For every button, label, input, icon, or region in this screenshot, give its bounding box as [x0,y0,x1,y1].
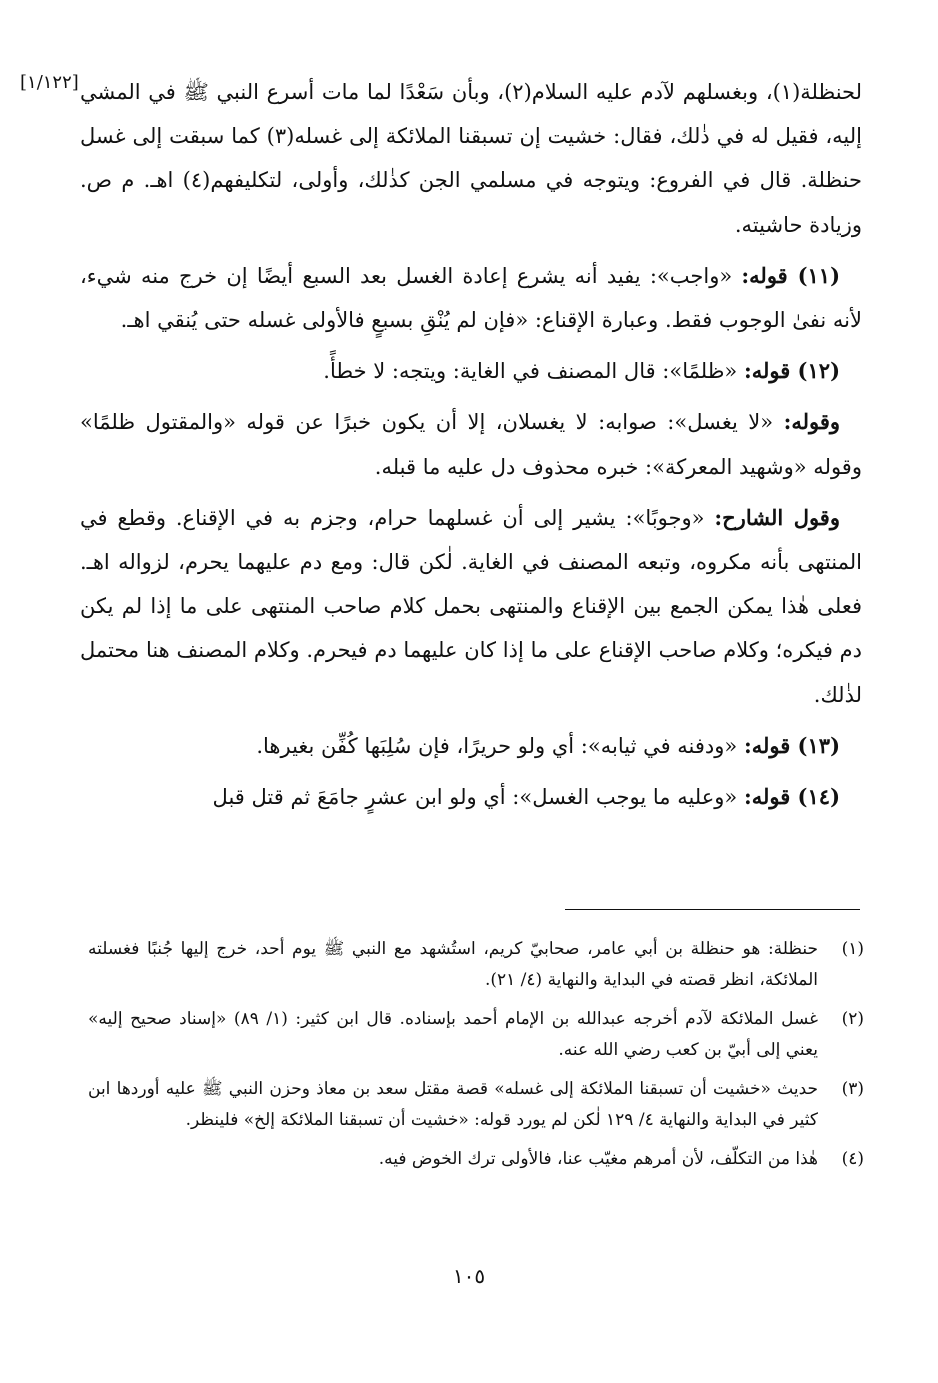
paragraph-lead: وقول الشارح: [714,504,840,530]
paragraph-lead: وقوله: [783,409,840,435]
paragraph [80,70,862,247]
paragraph-text: «لا يغسل»: صوابه: لا يغسلان، إلا أن يكون خبرًا عن قوله «والمقتول ظلمًا» وقوله «وشهيد المعركة»: خبره محذوف دل عليه ما قبله. [80,410,862,479]
footnote-text: حنظلة: هو حنظلة بن أبي عامر، صحابيّ كريم، استُشهد مع النبي ﷺ يوم أحد، خرج إليها جُنبًا فغسلته الملائكة، انظر قصته في البداية والنهاية (٤/ ٢١). [88,939,818,990]
paragraph-lead: (١٢) قوله: [743,358,840,384]
footnote-number: (٤) [841,1149,864,1169]
footnote-number: (٣) [841,1079,864,1099]
paragraph-text: «واجب»: يفيد أنه يشرع إعادة الغسل بعد السبع أيضًا إن خرج منه شيء، لأنه نفىٰ الوجوب فقط. وعبارة الإقناع: «فإن لم يُنْقِ بسبعٍ فالأولى غسله حتى يُنقي اهـ. [80,263,862,333]
paragraph [80,496,862,717]
footnote-divider [565,909,860,910]
paragraph-lead: (١٣) قوله: [743,732,840,758]
footnote-text: غسل الملائكة لآدم أخرجه عبدالله بن الإمام أحمد بإسناده. قال ابن كثير: (١/ ٨٩) «إسناد صحيح إليه» يعني إلى أبيّ بن كعب رضي الله عنه. [88,1009,818,1060]
footnote [88,1144,864,1175]
footnote [88,1074,864,1136]
paragraph [80,775,862,819]
paragraph [80,349,862,393]
footnotes [88,934,864,1183]
paragraph [80,724,862,768]
paragraph-text: «وعليه ما يوجب الغسل»: أي ولو ابن عشرٍ جامَعَ ثم قتل قبل [212,785,744,810]
paragraph-text: «وجوبًا»: يشير إلى أن غسلهما حرام، وجزم به في الإقناع. وقطع في المنتهى بأنه مكروه، وتبعه المصنف في الغاية. لٰكن قال: ومع دم عليهما يحرم، لزواله اهـ. فعلى هٰذا يمكن الجمع بين الإقناع والمنتهى بحمل كلام صاحب المنتهى على ما إذا لم يكن دم فيكره؛ وكلام صاحب الإقناع على ما إذا كان عليهما دم فيحرم. وكلام المصنف هنا محتمل لذٰلك. [80,505,862,707]
page-number: ١٠٥ [452,1264,486,1288]
footnote-text: هٰذا من التكلّف، لأن أمرهم مغيّب عنا، فالأولى ترك الخوض فيه. [378,1149,818,1169]
margin-reference: [١/١٢٢] [20,72,79,93]
footnote-number: (١) [841,939,864,959]
footnote-number: (٢) [841,1009,864,1029]
paragraph [80,400,862,488]
paragraph-lead: (١٤) قوله: [743,784,840,810]
paragraph-text: «ظلمًا»: قال المصنف في الغاية: ويتجه: لا خطأً. [323,359,744,384]
paragraph-text: لحنظلة(١)، وبغسلهم لآدم عليه السلام(٢)، وبأن سَعْدًا لما مات أسرع النبي ﷺ في المشي إليه، فقيل له في ذٰلك، فقال: خشيت إن تسبقنا الملائكة إلى غسله(٣) كما سبقت إلى غسل حنظلة. قال في الفروع: ويتوجه في مسلمي الجن كذٰلك، وأولى، لتكليفهم(٤) اهـ. م ص. وزيادة حاشيته. [80,80,863,237]
footnote [88,1004,864,1066]
paragraph [80,254,862,342]
footnote [88,934,864,996]
main-text [80,70,862,826]
paragraph-text: «ودفنه في ثيابه»: أي ولو حريرًا، فإن سُلِبَها كُفِّن بغيرها. [256,733,744,758]
footnote-text: حديث «خشيت أن تسبقنا الملائكة إلى غسله» قصة مقتل سعد بن معاذ وحزن النبي ﷺ عليه أوردها ابن كثير في البداية والنهاية ٤/ ١٢٩ لٰكن لم يورد قوله: «خشيت أن تسبقنا الملائكة إلخ» فلينظر. [88,1079,818,1130]
paragraph-lead: (١١) قوله: [741,262,841,288]
